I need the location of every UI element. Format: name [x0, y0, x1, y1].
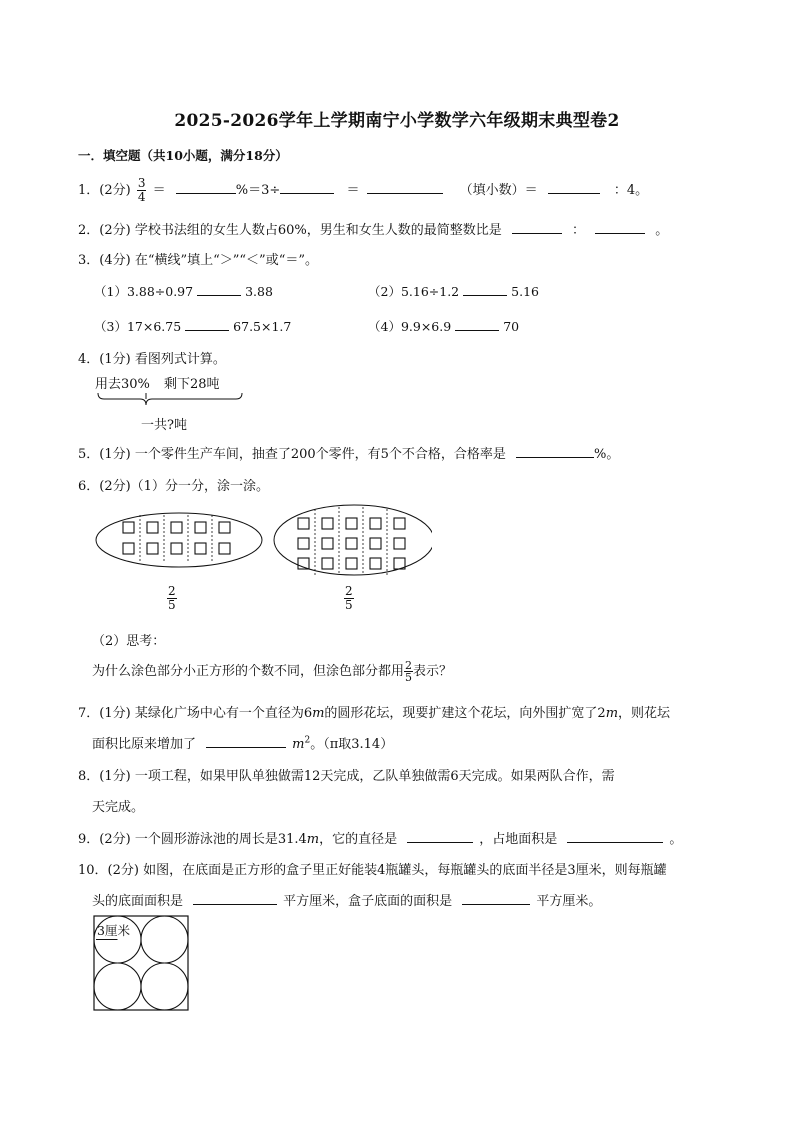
- bottom-brace: [98, 393, 242, 405]
- q3-item-3: （3）17×6.75 67.5×1.7: [94, 319, 292, 334]
- answer-blank[interactable]: [407, 830, 473, 843]
- question-6: 6．(2分)（1）分一分，涂一涂。: [78, 479, 269, 494]
- answer-blank[interactable]: [367, 181, 443, 194]
- ellipse-diagrams: [92, 503, 432, 583]
- answer-blank[interactable]: [595, 221, 645, 234]
- section-heading: 一．填空题（共10小题，满分18分）: [78, 148, 288, 163]
- question-2: 2．(2分) 学校书法组的女生人数占60%，男生和女生人数的最简整数比是 ： 。: [78, 223, 669, 238]
- ellipse-left: [96, 513, 262, 567]
- q3-item-1: （1）3.88÷0.97 3.88: [94, 284, 273, 299]
- fraction-right: $\frac{2}{5}$: [345, 584, 353, 612]
- bracket-diagram: [96, 391, 246, 415]
- q3-item-4: （4）9.9×6.9 70: [368, 319, 520, 334]
- question-7-line-2: 面积比原来增加了 $m^2$。（π取3.14）: [92, 735, 394, 752]
- can-circle: [94, 963, 141, 1010]
- answer-blank[interactable]: [176, 181, 236, 194]
- question-8-line-2: 天完成。: [92, 800, 145, 815]
- radius-label: 3厘米: [97, 923, 130, 938]
- question-8-line-1: 8．(1分) 一项工程，如果甲队单独做需12天完成，乙队单独做需6天完成。如果两队合作，需: [78, 769, 615, 784]
- answer-blank[interactable]: [516, 445, 594, 458]
- question-10-line-2: 头的底面面积是 平方厘米，盒子底面的面积是 平方厘米。: [92, 894, 602, 909]
- q3-item-2: （2）5.16÷1.2 5.16: [368, 284, 539, 299]
- question-1: 1．(2分) $\frac{3}{4}$ ＝ %＝3÷ ＝ （填小数）＝ ：4。: [78, 176, 649, 204]
- question-5: 5．(1分) 一个零件生产车间，抽查了200个零件，有5个不合格，合格率是 %。: [78, 447, 620, 462]
- question-9: 9．(2分) 一个圆形游泳池的周长是31.4m，它的直径是 ，占地面积是 。: [78, 832, 683, 847]
- answer-blank[interactable]: [206, 735, 286, 748]
- answer-blank[interactable]: [548, 181, 600, 194]
- answer-blank[interactable]: [280, 181, 334, 194]
- can-circle: [141, 916, 188, 963]
- question-7-line-1: 7．(1分) 某绿化广场中心有一个直径为6m的圆形花坛，现要扩建这个花坛，向外围扩宽了2m，则花坛: [78, 706, 671, 721]
- page-title: 2025-2026学年上学期南宁小学数学六年级期末典型卷2: [174, 111, 620, 131]
- remaining-label: 剩下28吨: [164, 377, 220, 392]
- think-label: （2）思考：: [92, 634, 166, 649]
- answer-blank[interactable]: [462, 892, 530, 905]
- answer-blank[interactable]: [197, 283, 241, 296]
- answer-blank[interactable]: [455, 318, 499, 331]
- think-question: 为什么涂色部分小正方形的个数不同，但涂色部分都用 $\frac{2}{5}$ 表示？: [92, 659, 453, 684]
- answer-blank[interactable]: [185, 318, 229, 331]
- answer-blank[interactable]: [567, 830, 663, 843]
- answer-blank[interactable]: [193, 892, 277, 905]
- fraction: $\frac{3}{4}$: [137, 176, 146, 204]
- question-4: 4．(1分) 看图列式计算。: [78, 352, 226, 367]
- total-label: 一共?吨: [141, 418, 187, 433]
- answer-blank[interactable]: [463, 283, 507, 296]
- used-label: 用去30%: [95, 377, 150, 392]
- question-3: 3．(4分) 在“横线”填上“＞”“＜”或“＝”。: [78, 253, 318, 268]
- can-circle: [141, 963, 188, 1010]
- answer-blank[interactable]: [512, 221, 562, 234]
- question-10-line-1: 10．(2分) 如图，在底面是正方形的盒子里正好能装4瓶罐头，每瓶罐头的底面半径是3厘米，则每瓶罐: [78, 863, 667, 878]
- fraction-left: $\frac{2}{5}$: [168, 584, 176, 612]
